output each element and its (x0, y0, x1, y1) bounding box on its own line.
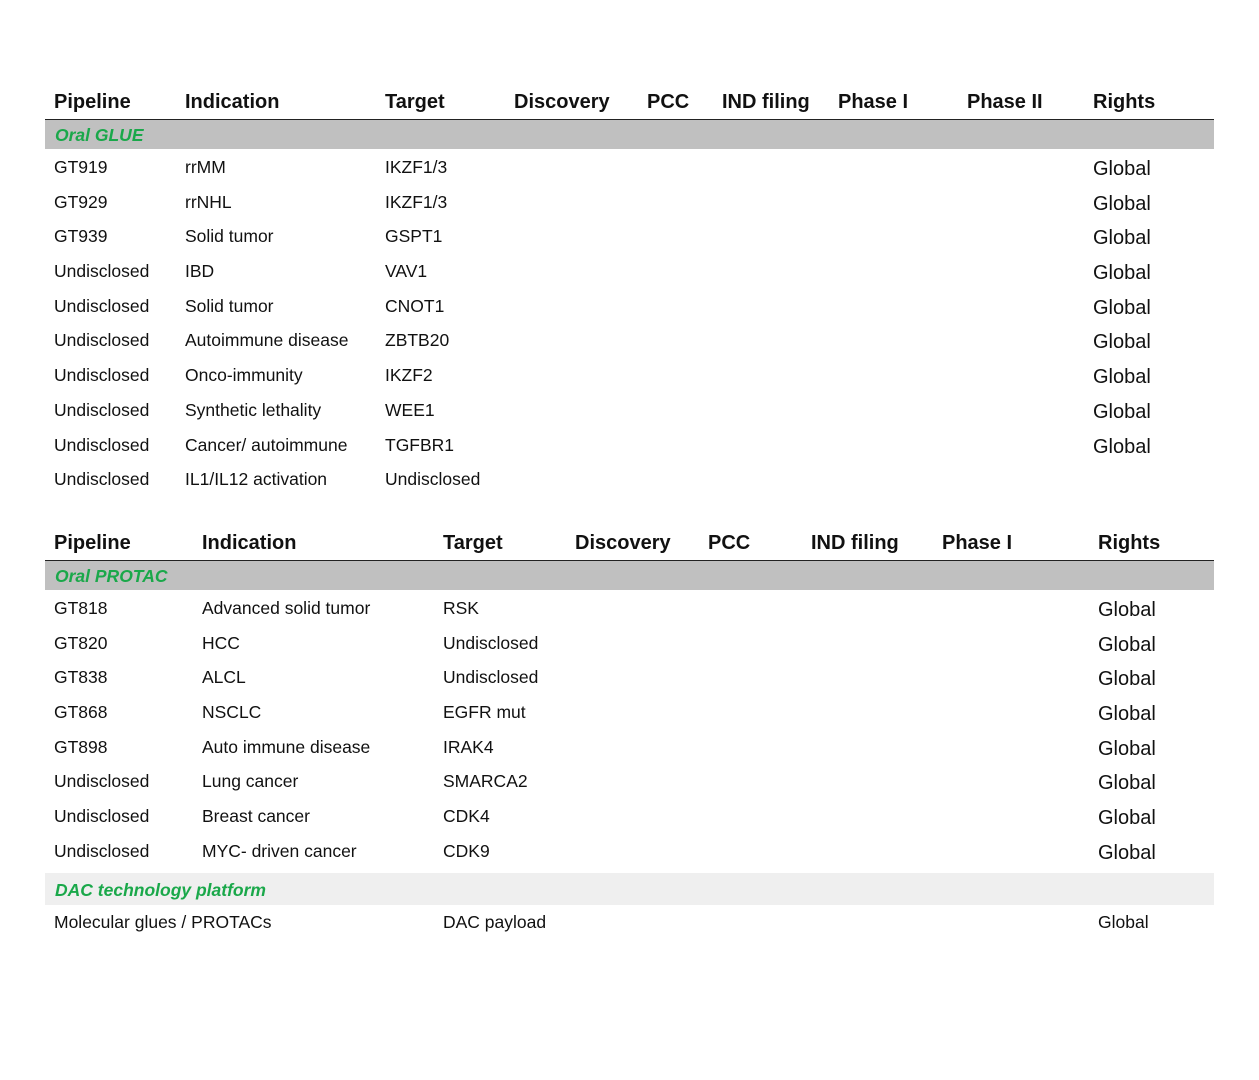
cell-rights: Global (1098, 633, 1156, 656)
cell-rights: Global (1093, 262, 1151, 285)
table-row (45, 393, 1214, 428)
cell-target: IKZF1/3 (385, 191, 448, 212)
table-row (45, 219, 1214, 254)
header-ind-filing: IND filing (722, 91, 810, 113)
cell-pipeline: GT818 (54, 598, 108, 618)
cell-indication: Breast cancer (202, 806, 310, 827)
section-dac-platform (45, 873, 1214, 905)
header-pipeline: Pipeline (54, 532, 131, 554)
glue-rows (45, 149, 1214, 497)
header-phase-2: Phase II (967, 91, 1043, 113)
table-row (45, 462, 1214, 497)
table-row (45, 289, 1214, 324)
table-row (45, 185, 1214, 220)
cell-indication: NSCLC (202, 702, 262, 723)
cell-indication: Solid tumor (185, 295, 274, 316)
cell-indication: Solid tumor (185, 226, 274, 247)
cell-pipeline: GT919 (54, 157, 108, 177)
cell-target: DAC payload (443, 911, 547, 932)
cell-target: Undisclosed (385, 469, 481, 490)
table-row (45, 764, 1214, 799)
cell-target: CNOT1 (385, 295, 445, 316)
cell-target: IRAK4 (443, 736, 494, 757)
cell-target: TGFBR1 (385, 434, 455, 455)
cell-rights: Global (1098, 772, 1156, 795)
cell-pipeline: Undisclosed (54, 261, 150, 282)
cell-pipeline: GT939 (54, 226, 108, 247)
header-ind-filing: IND filing (811, 532, 899, 554)
cell-pipeline: Undisclosed (54, 806, 150, 827)
table-row (45, 358, 1214, 393)
section-oral-protac (45, 561, 1214, 590)
cell-rights: Global (1093, 400, 1151, 423)
cell-indication: MYC- driven cancer (202, 840, 357, 861)
cell-rights: Global (1098, 737, 1156, 760)
cell-indication: Autoimmune disease (185, 330, 349, 351)
cell-pipeline: Molecular glues / PROTACs (54, 911, 272, 932)
cell-rights: Global (1093, 158, 1151, 180)
cell-target: VAV1 (385, 261, 428, 282)
cell-rights: Global (1093, 296, 1151, 319)
table-row (45, 428, 1214, 463)
header-indication: Indication (185, 91, 280, 113)
section-title: Oral GLUE (55, 125, 144, 145)
cell-target: Undisclosed (443, 632, 539, 653)
table-row (45, 905, 1214, 940)
table-row (45, 660, 1214, 695)
header-target: Target (385, 91, 445, 113)
section-title: Oral PROTAC (55, 566, 168, 586)
cell-target: IKZF1/3 (385, 157, 448, 177)
section-oral-glue (45, 120, 1214, 149)
cell-target: IKZF2 (385, 365, 433, 386)
cell-indication: Cancer/ autoimmune (185, 434, 348, 455)
header-phase-1: Phase I (838, 91, 909, 113)
cell-target: RSK (443, 598, 479, 618)
header-discovery: Discovery (514, 91, 610, 113)
table-row (45, 730, 1214, 765)
cell-indication: Lung cancer (202, 771, 299, 792)
protac-rows (45, 590, 1214, 869)
cell-indication: ALCL (202, 667, 246, 688)
header-pcc: PCC (708, 532, 751, 554)
header-rights: Rights (1098, 532, 1161, 554)
cell-indication: Auto immune disease (202, 736, 371, 757)
cell-pipeline: GT838 (54, 667, 108, 688)
oral-glue-table (45, 86, 1214, 497)
table-row (45, 323, 1214, 358)
cell-pipeline: Undisclosed (54, 365, 150, 386)
cell-pipeline: Undisclosed (54, 469, 150, 490)
table-row (45, 799, 1214, 834)
cell-indication: Onco-immunity (185, 365, 303, 386)
table-row (45, 254, 1214, 289)
cell-target: Undisclosed (443, 667, 539, 688)
cell-rights: Global (1093, 227, 1151, 250)
cell-rights: Global (1093, 331, 1151, 354)
cell-target: EGFR mut (443, 702, 526, 723)
cell-pipeline: GT929 (54, 191, 108, 212)
cell-pipeline: GT820 (54, 632, 108, 653)
table-row (45, 150, 1214, 185)
cell-target: ZBTB20 (385, 330, 450, 351)
cell-rights: Global (1093, 435, 1151, 458)
cell-pipeline: Undisclosed (54, 434, 150, 455)
cell-indication: Advanced solid tumor (202, 598, 371, 618)
cell-target: WEE1 (385, 399, 435, 420)
header-discovery: Discovery (575, 532, 671, 554)
cell-target: GSPT1 (385, 226, 443, 247)
table-header (45, 86, 1214, 120)
cell-rights: Global (1093, 192, 1151, 215)
header-pcc: PCC (647, 91, 690, 113)
header-indication: Indication (202, 532, 297, 554)
cell-pipeline: Undisclosed (54, 840, 150, 861)
cell-indication: IBD (185, 261, 215, 282)
cell-indication: HCC (202, 632, 240, 653)
table-row (45, 834, 1214, 869)
section-title: DAC technology platform (55, 879, 266, 900)
table-row (45, 591, 1214, 626)
cell-indication: IL1/IL12 activation (185, 469, 328, 490)
header-rights: Rights (1093, 91, 1156, 113)
cell-indication: rrMM (185, 157, 226, 177)
table-header (45, 527, 1214, 561)
cell-rights: Global (1098, 841, 1156, 864)
cell-rights: Global (1098, 911, 1149, 932)
cell-rights: Global (1098, 703, 1156, 726)
cell-rights: Global (1098, 668, 1156, 691)
cell-pipeline: GT898 (54, 736, 108, 757)
cell-target: SMARCA2 (443, 771, 528, 792)
cell-pipeline: Undisclosed (54, 295, 150, 316)
cell-rights: Global (1098, 599, 1156, 621)
cell-indication: rrNHL (185, 191, 232, 212)
cell-indication: Synthetic lethality (185, 399, 322, 420)
cell-pipeline: Undisclosed (54, 771, 150, 792)
cell-pipeline: Undisclosed (54, 399, 150, 420)
cell-rights: Global (1098, 807, 1156, 830)
cell-target: CDK4 (443, 806, 490, 827)
header-pipeline: Pipeline (54, 91, 131, 113)
table-row (45, 626, 1214, 661)
table-row (45, 695, 1214, 730)
cell-rights: Global (1093, 366, 1151, 389)
cell-pipeline: Undisclosed (54, 330, 150, 351)
oral-protac-table (45, 527, 1214, 939)
cell-target: CDK9 (443, 840, 490, 861)
header-target: Target (443, 532, 503, 554)
cell-pipeline: GT868 (54, 702, 108, 723)
header-phase-1: Phase I (942, 532, 1013, 554)
